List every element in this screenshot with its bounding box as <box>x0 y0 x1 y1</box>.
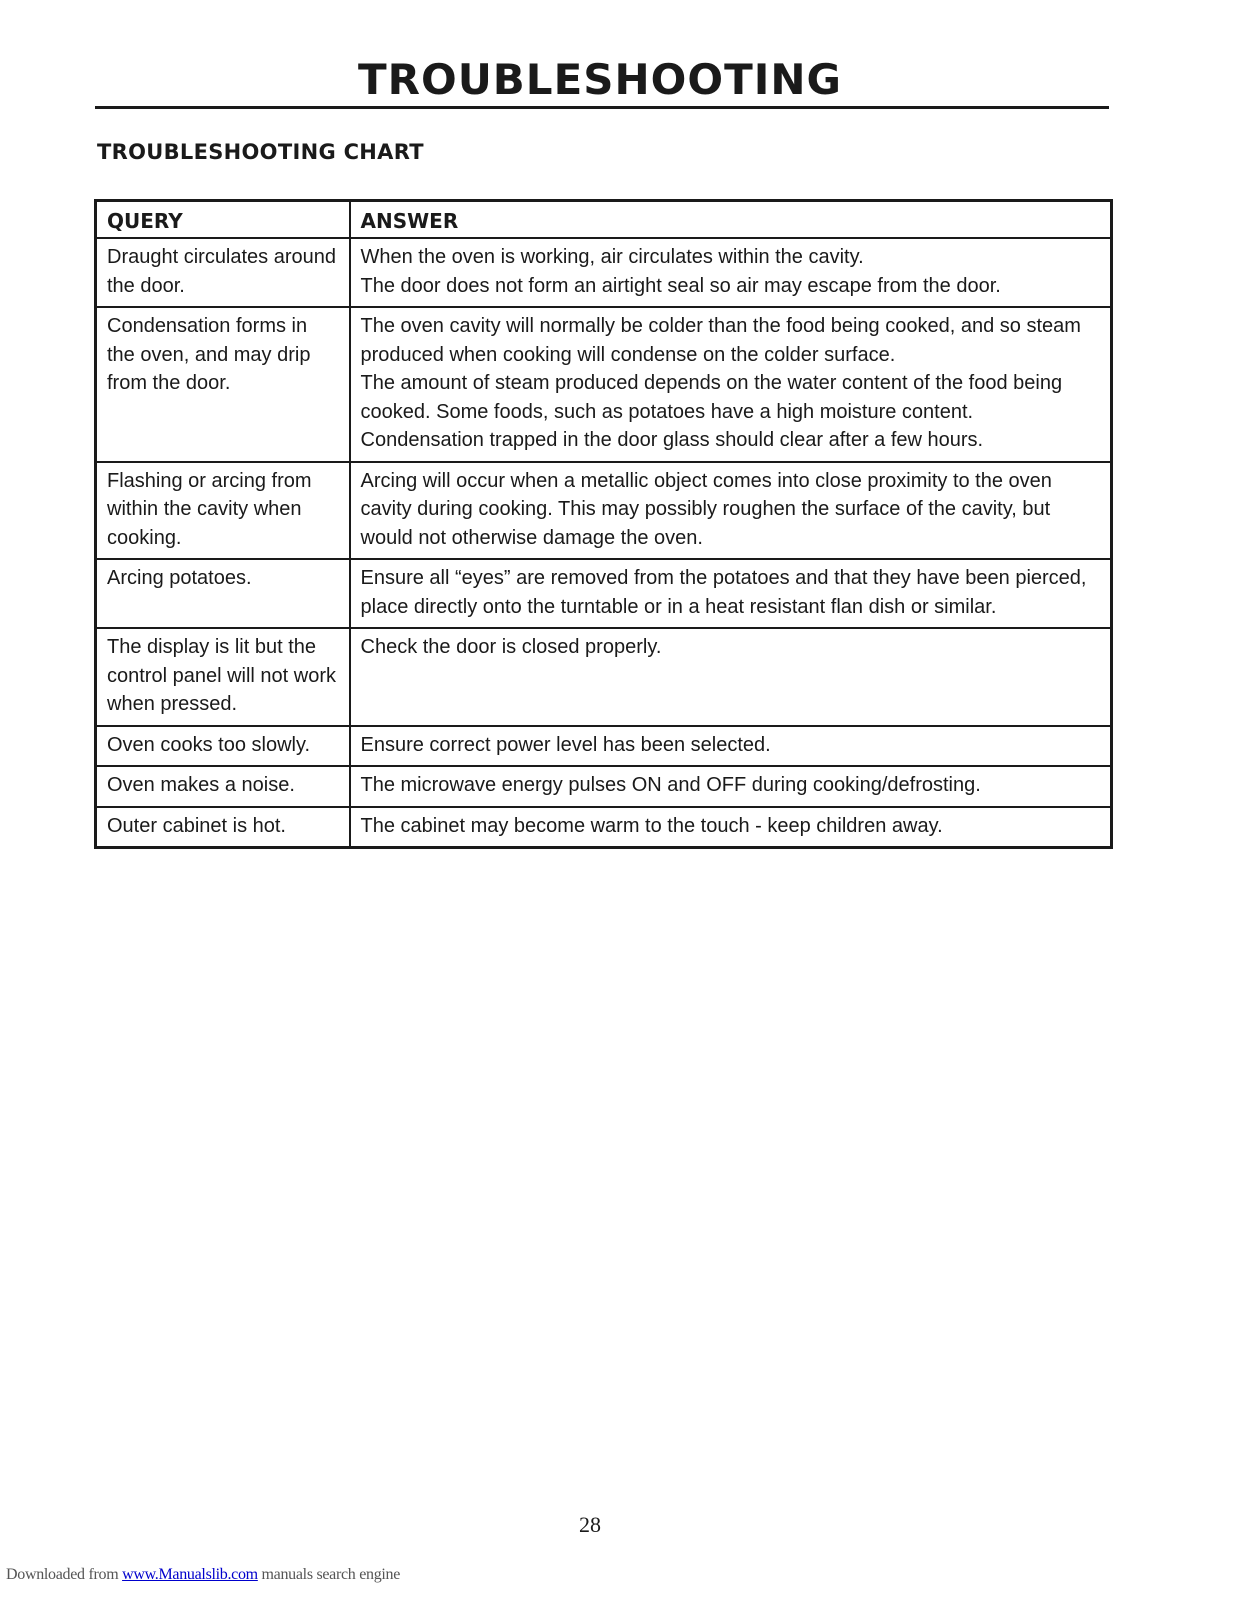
answer-cell <box>350 238 1112 307</box>
answer-line: Check the door is closed properly. <box>360 636 662 658</box>
answer-cell <box>350 807 1112 848</box>
table-row <box>96 238 1112 307</box>
query-cell: Condensation forms in the oven, and may drip from the door. <box>96 307 350 462</box>
footer-suffix: manuals search engine <box>257 1566 401 1583</box>
footer-prefix: Downloaded from <box>6 1566 123 1583</box>
table-body <box>96 238 1112 848</box>
table-row <box>96 307 1112 462</box>
answer-line: The cabinet may become warm to the touch - keep children away. <box>360 814 943 837</box>
troubleshooting-table <box>94 199 1113 849</box>
answer-line: Arcing will occur when a metallic object comes into close proximity to the oven cavity during cooking. This may possibly roughen the surface of the cavity, but would not otherwise damage the oven. <box>360 469 1052 549</box>
table-row <box>96 766 1112 807</box>
query-cell: Draught circulates around the door. <box>96 238 350 307</box>
query-cell: Oven makes a noise. <box>96 766 350 807</box>
table-row <box>96 726 1112 767</box>
table-row <box>96 628 1112 726</box>
download-footer <box>6 1566 400 1584</box>
query-cell: Oven cooks too slowly. <box>96 726 350 767</box>
title-divider <box>95 106 1109 109</box>
column-header-answer: ANSWER <box>350 201 1112 239</box>
answer-cell <box>350 628 1112 726</box>
answer-line: Ensure all “eyes” are removed from the potatoes and that they have been pierced, place directly onto the turntable or in a heat resistant flan dish or similar. <box>360 567 1087 618</box>
query-cell: Flashing or arcing from within the cavity when cooking. <box>96 462 350 560</box>
table-header-row <box>96 201 1112 239</box>
manualslib-link[interactable]: www.Manualslib.com <box>122 1566 258 1583</box>
answer-cell <box>350 766 1112 807</box>
answer-cell <box>350 559 1112 628</box>
table-row <box>96 559 1112 628</box>
query-cell: The display is lit but the control panel will not work when pressed. <box>96 628 350 726</box>
page-title: TROUBLESHOOTING <box>358 55 842 104</box>
answer-line: The oven cavity will normally be colder than the food being cooked, and so steam produced when cooking will condense on the colder surface. <box>360 315 1081 366</box>
answer-line: Ensure correct power level has been selected. <box>360 733 771 756</box>
table-row <box>96 462 1112 560</box>
answer-line: The microwave energy pulses ON and OFF during cooking/defrosting. <box>360 774 981 796</box>
answer-line: When the oven is working, air circulates within the cavity. <box>360 246 864 268</box>
column-header-query: QUERY <box>96 201 350 239</box>
answer-line: The amount of steam produced depends on the water content of the food being cooked. Some foods, such as potatoes have a high moisture content. <box>360 372 1063 423</box>
answer-cell <box>350 307 1112 462</box>
answer-line: The door does not form an airtight seal so air may escape from the door. <box>360 274 1001 297</box>
query-cell: Arcing potatoes. <box>96 559 350 628</box>
page-number: 28 <box>579 1512 601 1537</box>
table-row <box>96 807 1112 848</box>
answer-cell <box>350 462 1112 560</box>
answer-cell <box>350 726 1112 767</box>
query-cell: Outer cabinet is hot. <box>96 807 350 848</box>
answer-line: Condensation trapped in the door glass should clear after a few hours. <box>360 429 984 451</box>
section-heading: TROUBLESHOOTING CHART <box>97 140 424 164</box>
